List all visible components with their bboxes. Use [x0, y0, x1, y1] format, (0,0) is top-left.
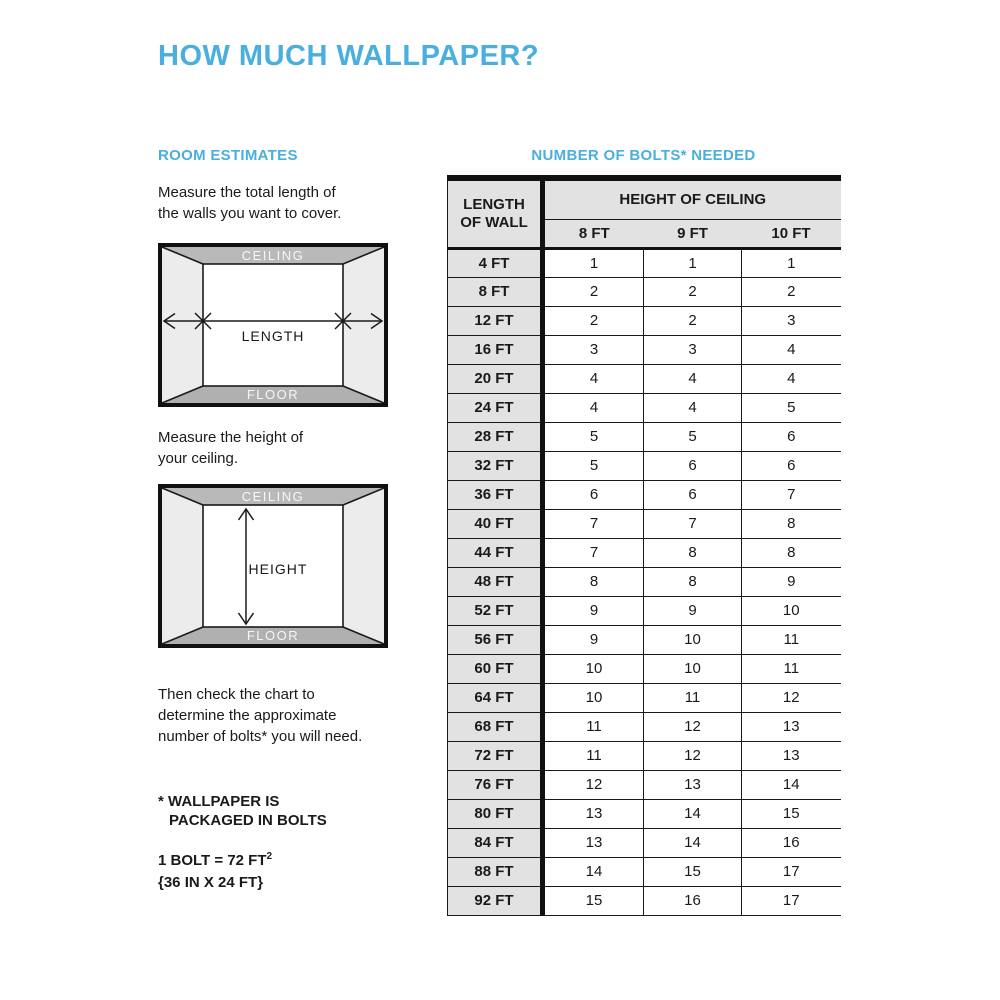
bolt-count-cell: 8 [644, 567, 742, 596]
ceiling-height-column-header: 8 FT [543, 219, 644, 248]
bolt-count-cell: 9 [742, 567, 841, 596]
length-label: LENGTH [241, 328, 305, 344]
table-row [448, 770, 841, 799]
bolt-count-cell: 9 [543, 625, 644, 654]
table-row [448, 393, 841, 422]
bolt-count-cell: 10 [543, 654, 644, 683]
bolt-count-cell: 17 [742, 886, 841, 915]
table-row [448, 538, 841, 567]
room-length-diagram [158, 243, 388, 407]
table-row [448, 364, 841, 393]
floor-label: FLOOR [246, 387, 300, 402]
bolt-equation [158, 846, 272, 872]
bolt-count-cell: 4 [644, 393, 742, 422]
bolt-count-cell: 3 [543, 335, 644, 364]
wall-length-cell: 88 FT [448, 857, 543, 886]
bolt-count-cell: 5 [742, 393, 841, 422]
instruction-line: Measure the total length of [158, 184, 336, 201]
bolt-count-cell: 4 [742, 335, 841, 364]
bolt-count-cell: 15 [644, 857, 742, 886]
instruction-line: your ceiling. [158, 450, 239, 467]
table-row [448, 741, 841, 770]
bolt-count-cell: 6 [742, 422, 841, 451]
left-wall-surface [162, 247, 203, 403]
bolt-count-cell: 10 [543, 683, 644, 712]
table-row [448, 277, 841, 306]
bolt-count-cell: 5 [644, 422, 742, 451]
bolt-count-cell: 4 [543, 393, 644, 422]
room-height-diagram [158, 484, 388, 648]
bolt-count-cell: 16 [742, 828, 841, 857]
footnote-line: PACKAGED IN BOLTS [169, 812, 327, 829]
bolt-count-cell: 15 [742, 799, 841, 828]
back-wall-surface [203, 264, 343, 386]
bolt-count-cell: 12 [742, 683, 841, 712]
bolt-count-cell: 3 [742, 306, 841, 335]
table-row [448, 886, 841, 915]
ceiling-height-column-header: 10 FT [742, 219, 841, 248]
bolt-count-cell: 11 [644, 683, 742, 712]
bolt-size-note [158, 846, 272, 894]
bolts-table-container [447, 175, 841, 916]
wall-length-cell: 40 FT [448, 509, 543, 538]
wall-length-cell: 80 FT [448, 799, 543, 828]
page-title: HOW MUCH WALLPAPER? [158, 40, 540, 72]
wall-length-cell: 12 FT [448, 306, 543, 335]
wall-length-cell: 60 FT [448, 654, 543, 683]
bolt-count-cell: 8 [644, 538, 742, 567]
wall-length-cell: 48 FT [448, 567, 543, 596]
bolt-count-cell: 2 [644, 277, 742, 306]
length-of-wall-header-line: OF WALL [460, 213, 528, 231]
height-label: HEIGHT [248, 561, 308, 577]
ceiling-height-column-header: 9 FT [644, 219, 742, 248]
bolt-count-cell: 2 [543, 306, 644, 335]
floor-label: FLOOR [246, 628, 300, 643]
bolt-count-cell: 8 [543, 567, 644, 596]
bolt-count-cell: 1 [543, 248, 644, 277]
wall-length-cell: 28 FT [448, 422, 543, 451]
instruction-check-chart [158, 684, 362, 747]
bolt-count-cell: 2 [644, 306, 742, 335]
instruction-line: Measure the height of [158, 429, 304, 446]
bolt-count-cell: 12 [644, 741, 742, 770]
bolt-count-cell: 1 [742, 248, 841, 277]
room-estimates-heading: ROOM ESTIMATES [158, 147, 298, 164]
wall-length-cell: 8 FT [448, 277, 543, 306]
instruction-measure-height [158, 427, 303, 469]
table-row [448, 567, 841, 596]
height-of-ceiling-header: HEIGHT OF CEILING [543, 178, 841, 219]
bolt-equation-exponent: 2 [266, 851, 273, 862]
table-row [448, 625, 841, 654]
bolt-count-cell: 7 [543, 509, 644, 538]
bolt-count-cell: 16 [644, 886, 742, 915]
bolt-count-cell: 1 [644, 248, 742, 277]
bolt-count-cell: 13 [543, 828, 644, 857]
bolt-count-cell: 2 [543, 277, 644, 306]
instruction-line: number of bolts* you will need. [158, 728, 363, 745]
length-of-wall-header-line: LENGTH [463, 195, 525, 213]
bolt-count-cell: 14 [644, 828, 742, 857]
bolt-count-cell: 12 [644, 712, 742, 741]
wall-length-cell: 44 FT [448, 538, 543, 567]
bolt-count-cell: 4 [742, 364, 841, 393]
bolt-count-cell: 4 [543, 364, 644, 393]
bolt-count-cell: 8 [742, 509, 841, 538]
wall-length-cell: 92 FT [448, 886, 543, 915]
bolt-count-cell: 8 [742, 538, 841, 567]
table-row [448, 480, 841, 509]
bolt-dimensions: {36 IN X 24 FT} [158, 874, 264, 891]
wall-length-cell: 56 FT [448, 625, 543, 654]
table-row [448, 451, 841, 480]
right-wall-surface [343, 488, 384, 644]
bolt-count-cell: 10 [742, 596, 841, 625]
instruction-line: Then check the chart to [158, 686, 315, 703]
bolt-count-cell: 15 [543, 886, 644, 915]
table-row [448, 509, 841, 538]
table-row [448, 712, 841, 741]
footnote-line: * WALLPAPER IS [158, 793, 280, 810]
bolt-count-cell: 4 [644, 364, 742, 393]
bolt-count-cell: 14 [644, 799, 742, 828]
wall-length-cell: 64 FT [448, 683, 543, 712]
bolt-count-cell: 7 [644, 509, 742, 538]
bolt-count-cell: 12 [543, 770, 644, 799]
wall-length-cell: 52 FT [448, 596, 543, 625]
bolt-count-cell: 9 [543, 596, 644, 625]
table-row [448, 857, 841, 886]
bolt-count-cell: 11 [742, 625, 841, 654]
wall-length-cell: 32 FT [448, 451, 543, 480]
bolt-count-cell: 13 [742, 712, 841, 741]
bolt-count-cell: 2 [742, 277, 841, 306]
bolt-count-cell: 9 [644, 596, 742, 625]
length-of-wall-header [448, 178, 543, 248]
bolt-count-cell: 7 [543, 538, 644, 567]
bolt-count-cell: 13 [644, 770, 742, 799]
wall-length-cell: 24 FT [448, 393, 543, 422]
table-row [448, 596, 841, 625]
wallpaper-bolts-footnote [158, 792, 327, 830]
bolt-count-cell: 13 [742, 741, 841, 770]
bolt-count-cell: 6 [543, 480, 644, 509]
bolt-count-cell: 5 [543, 451, 644, 480]
ceiling-label: CEILING [241, 248, 305, 263]
wall-length-cell: 4 FT [448, 248, 543, 277]
bolt-count-cell: 11 [543, 712, 644, 741]
table-row [448, 799, 841, 828]
bolts-table-heading: NUMBER OF BOLTS* NEEDED [531, 147, 756, 164]
table-row [448, 248, 841, 277]
bolt-count-cell: 11 [543, 741, 644, 770]
table-row [448, 683, 841, 712]
table-row [448, 828, 841, 857]
table-row [448, 654, 841, 683]
room-length-diagram-svg [158, 243, 388, 407]
wall-length-cell: 72 FT [448, 741, 543, 770]
bolt-count-cell: 13 [543, 799, 644, 828]
bolt-count-cell: 10 [644, 625, 742, 654]
bolt-count-cell: 14 [543, 857, 644, 886]
bolt-equation-text: 1 BOLT = 72 FT [158, 852, 267, 869]
wall-length-cell: 16 FT [448, 335, 543, 364]
bolt-count-cell: 3 [644, 335, 742, 364]
table-row [448, 422, 841, 451]
wall-length-cell: 84 FT [448, 828, 543, 857]
bolts-table [447, 175, 841, 916]
bolt-count-cell: 11 [742, 654, 841, 683]
instruction-line: the walls you want to cover. [158, 205, 342, 222]
bolt-count-cell: 10 [644, 654, 742, 683]
bolt-count-cell: 6 [742, 451, 841, 480]
bolt-count-cell: 14 [742, 770, 841, 799]
bolt-count-cell: 6 [644, 451, 742, 480]
table-row [448, 335, 841, 364]
bolt-count-cell: 7 [742, 480, 841, 509]
left-wall-surface [162, 488, 203, 644]
instruction-line: determine the approximate [158, 707, 337, 724]
bolt-count-cell: 5 [543, 422, 644, 451]
ceiling-label: CEILING [241, 489, 305, 504]
room-height-diagram-svg [158, 484, 388, 648]
bolt-count-cell: 17 [742, 857, 841, 886]
wall-length-cell: 76 FT [448, 770, 543, 799]
bolt-count-cell: 6 [644, 480, 742, 509]
instruction-measure-length [158, 182, 341, 224]
table-row [448, 306, 841, 335]
wall-length-cell: 20 FT [448, 364, 543, 393]
right-wall-surface [343, 247, 384, 403]
wall-length-cell: 36 FT [448, 480, 543, 509]
wall-length-cell: 68 FT [448, 712, 543, 741]
